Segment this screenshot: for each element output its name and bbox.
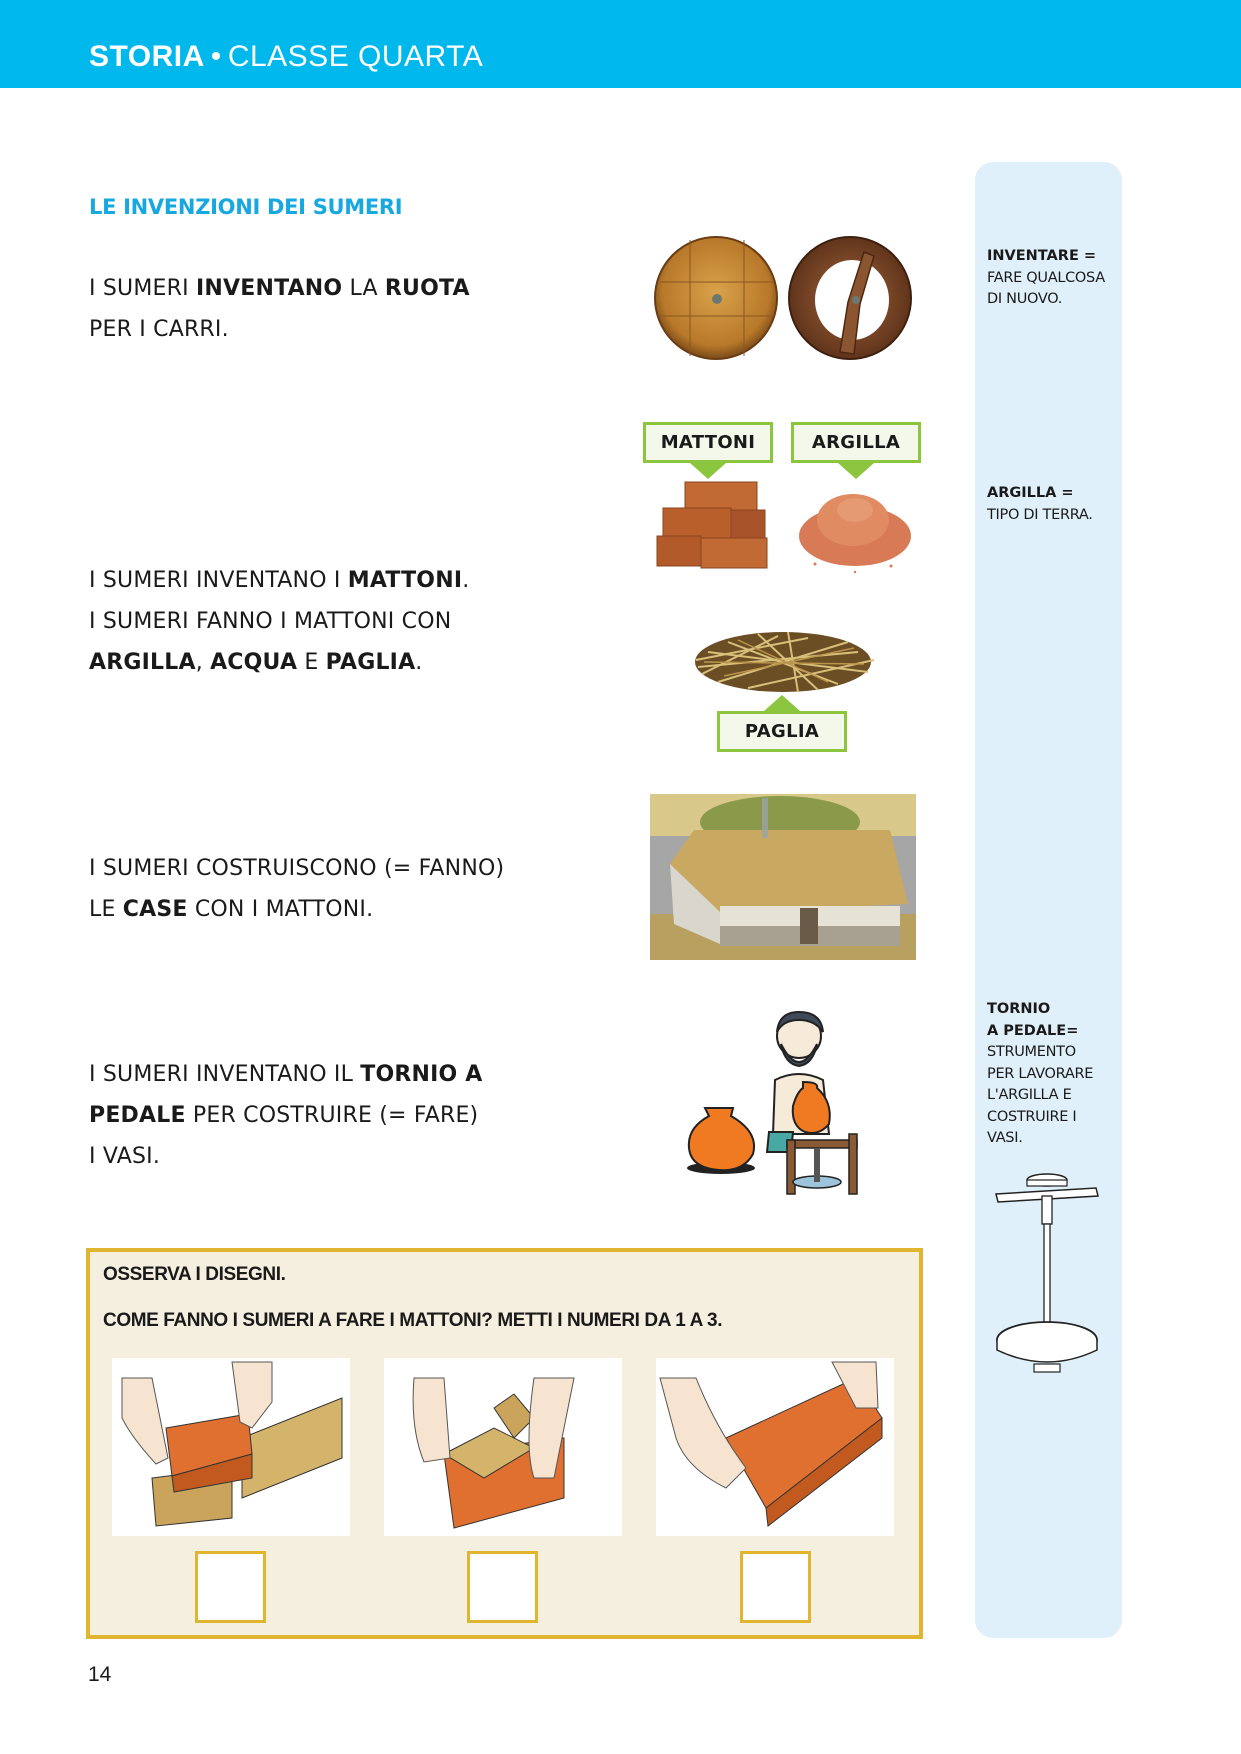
glossary-definition: FARE QUALCOSA [987,269,1105,286]
answer-box-1[interactable] [195,1551,266,1623]
glossary-definition: DI NUOVO. [987,291,1063,307]
potters-wheel-sketch [992,1168,1102,1378]
header-subject: STORIA [89,40,205,73]
text: PER I CARRI. [89,317,229,342]
glossary-definition: L'ARGILLA E [987,1087,1072,1103]
glossary-term: INVENTARE = [987,248,1097,264]
glossary-term: TORNIO [987,1001,1051,1017]
glossary-definition: TIPO DI TERRA. [987,506,1093,523]
text: I SUMERI [89,276,196,301]
bold-text: CASE [122,897,188,922]
glossary-entry-tornio [987,999,1093,1150]
text: . [415,650,423,675]
page-number: 14 [88,1663,112,1686]
text: PER COSTRUIRE (= FARE) [185,1103,479,1128]
text: I SUMERI INVENTANO IL [89,1062,361,1087]
exercise-picture-2 [384,1358,622,1536]
bold-text: ARGILLA [89,650,196,675]
text: LA [342,276,385,301]
header-grade: CLASSE QUARTA [227,40,484,73]
bold-text: PAGLIA [325,650,416,675]
paragraph-wheel [89,268,470,350]
label-paglia: PAGLIA [717,711,847,752]
bold-text: INVENTANO [196,276,343,301]
house-image [650,794,916,960]
glossary-sidebar [975,162,1122,1638]
text: E [297,650,326,675]
clay-image [795,476,915,578]
text: CON I MATTONI. [187,897,374,922]
glossary-definition: VASI. [987,1130,1023,1146]
wheels-image [650,232,916,366]
bricks-image [655,476,771,574]
section-title: LE INVENZIONI DEI SUMERI [89,195,403,219]
exercise-question: COME FANNO I SUMERI A FARE I MATTONI? METTI I NUMERI DA 1 A 3. [103,1310,723,1331]
text: I SUMERI FANNO I MATTONI CON [89,609,452,634]
bold-text: TORNIO A [360,1062,483,1087]
label-argilla: ARGILLA [791,422,921,463]
bold-text: MATTONI [347,568,463,593]
exercise-picture-3 [656,1358,894,1536]
glossary-entry-argilla [987,483,1093,526]
glossary-term: A PEDALE= [987,1022,1079,1039]
paragraph-bricks [89,560,469,683]
text: LE [89,897,123,922]
potter-image [683,1006,873,1198]
glossary-definition: PER LAVORARE [987,1065,1094,1082]
text: I SUMERI INVENTANO I [89,568,348,593]
answer-box-2[interactable] [467,1551,538,1623]
header-bar [0,0,1241,88]
glossary-definition: STRUMENTO [987,1044,1076,1060]
glossary-term: ARGILLA = [987,485,1074,501]
glossary-definition: COSTRUIRE I [987,1108,1077,1125]
paragraph-houses [89,848,504,930]
text: . [462,568,470,593]
label-arrow-icon [764,695,800,711]
exercise-instruction: OSSERVA I DISEGNI. [103,1264,286,1285]
glossary-entry-inventare [987,246,1105,311]
bold-text: RUOTA [384,276,470,301]
bold-text: ACQUA [210,650,298,675]
header-title [89,40,483,74]
answer-box-3[interactable] [740,1551,811,1623]
bold-text: PEDALE [89,1103,186,1128]
paragraph-potters-wheel [89,1054,483,1177]
text: I VASI. [89,1144,161,1169]
text: , [195,650,211,675]
label-mattoni: MATTONI [643,422,773,463]
header-separator: • [210,40,222,73]
exercise-picture-1 [112,1358,350,1536]
text: I SUMERI COSTRUISCONO (= FANNO) [89,856,505,881]
